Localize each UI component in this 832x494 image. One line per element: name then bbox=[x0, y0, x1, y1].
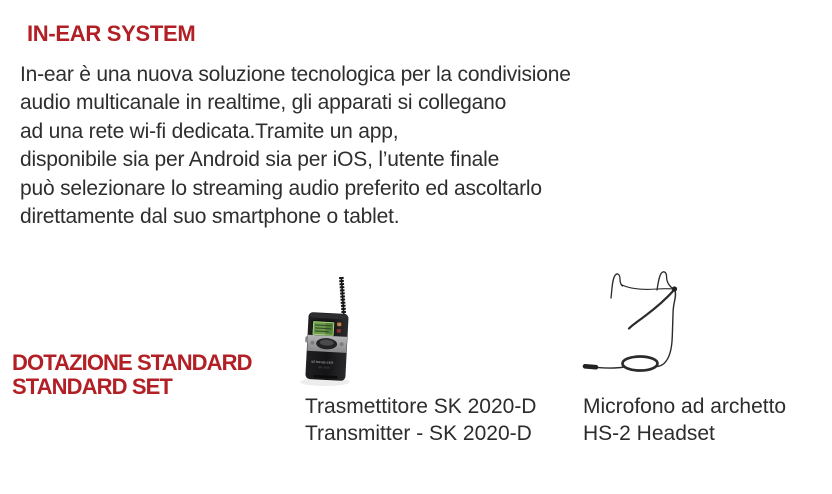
intro-line: ad una rete wi-fi dedicata.Tramite un app, bbox=[20, 119, 399, 143]
standard-set-heading-english: STANDARD SET bbox=[12, 373, 172, 399]
cable-lead bbox=[598, 367, 624, 368]
headset-caption bbox=[583, 394, 786, 447]
transmitter-caption-english: Transmitter - SK 2020-D bbox=[305, 421, 532, 445]
model-label: SK 2020 bbox=[318, 366, 330, 370]
connector-plug-icon bbox=[585, 366, 596, 367]
wire-junction bbox=[672, 286, 677, 291]
headset-caption-english: HS-2 Headset bbox=[583, 421, 715, 445]
intro-line: direttamente dal suo smartphone o tablet. bbox=[20, 205, 400, 229]
transmitter-illustration bbox=[295, 265, 405, 405]
transmitter-body bbox=[303, 312, 349, 381]
headband-wire bbox=[621, 285, 674, 290]
intro-line: In-ear è una nuova soluzione tecnologica per la condivisione bbox=[20, 63, 571, 86]
device-button-icon bbox=[337, 323, 341, 327]
control-panel bbox=[307, 335, 347, 353]
cable-coil-icon bbox=[623, 357, 658, 371]
lcd-display-icon bbox=[312, 321, 335, 337]
headset-wireframe bbox=[585, 272, 676, 371]
device-button-icon bbox=[337, 329, 341, 333]
standard-set-heading bbox=[12, 351, 252, 398]
mute-switch-icon bbox=[305, 336, 308, 342]
headset-illustration bbox=[570, 258, 740, 403]
intro-line: audio multicanale in realtime, gli apparati si collegano bbox=[20, 91, 507, 115]
intro-line: può selezionare lo streaming audio preferito ed ascoltarlo bbox=[20, 176, 542, 200]
cable-wire bbox=[657, 291, 676, 367]
right-ear-hook-icon bbox=[657, 272, 674, 290]
page-title: IN-EAR SYSTEM bbox=[27, 21, 196, 46]
intro-paragraph bbox=[20, 61, 571, 231]
left-ear-hook-icon bbox=[611, 274, 623, 298]
mic-boom bbox=[629, 290, 675, 329]
intro-line: disponibile sia per Android sia per iOS, l’utente finale bbox=[20, 148, 500, 172]
brand-label: SENNHEISER bbox=[311, 359, 334, 365]
transmitter-caption bbox=[305, 394, 536, 447]
headset-caption-italian: Microfono ad archetto bbox=[583, 395, 787, 418]
transmitter-caption-italian: Trasmettitore SK 2020-D bbox=[305, 395, 537, 418]
standard-set-heading-italian: DOTAZIONE STANDARD bbox=[12, 350, 252, 375]
